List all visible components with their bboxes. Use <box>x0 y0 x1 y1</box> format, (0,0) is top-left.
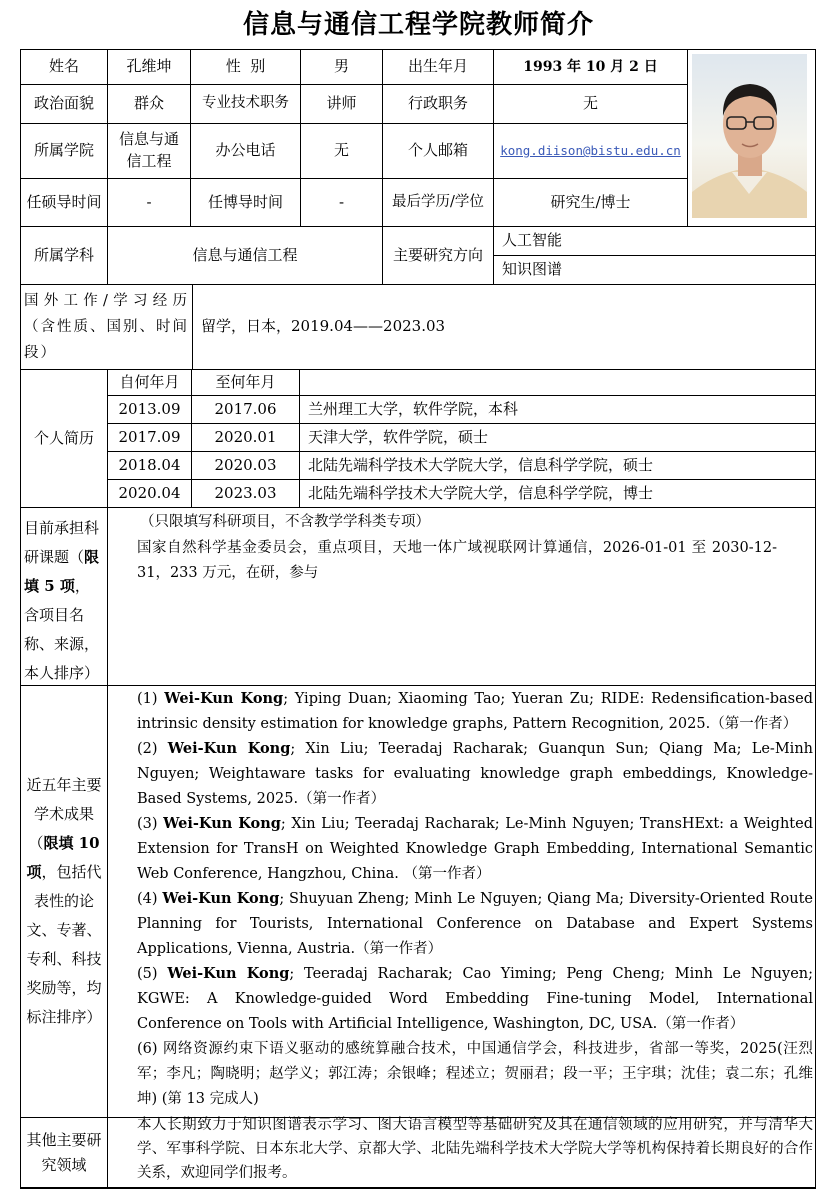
doctor-supervisor-label: 任博导时间 <box>191 179 301 227</box>
resume-desc: 兰州理工大学，软件学院，本科 <box>300 396 816 424</box>
subject-label: 所属学科 <box>21 227 108 285</box>
resume-to: 2023.03 <box>192 480 300 508</box>
email-link[interactable]: kong.diison@bistu.edu.cn <box>500 142 681 158</box>
abroad-value: 留学，日本，2019.04——2023.03 <box>193 285 816 370</box>
birth-value: 1993 年 10 月 2 日 <box>494 50 688 85</box>
page-title: 信息与通信工程学院教师简介 <box>242 10 594 40</box>
phone-label: 办公电话 <box>191 124 301 179</box>
resume-desc: 北陆先端科学技术大学院大学，信息科学学院，硕士 <box>300 452 816 480</box>
resume-to-header: 至何年月 <box>192 370 300 396</box>
projects-label-text: 目前承担科研课题（限填 5 项，含项目名称、来源，本人排序） <box>24 519 100 682</box>
admin-value: 无 <box>494 85 688 124</box>
email-value <box>494 124 688 179</box>
research-label: 主要研究方向 <box>383 227 494 285</box>
research-item: 人工智能 <box>494 227 816 256</box>
name-label: 姓名 <box>21 50 108 85</box>
master-supervisor-label: 任硕导时间 <box>21 179 108 227</box>
admin-label: 行政职务 <box>383 85 494 124</box>
achievements-label <box>21 686 108 1118</box>
achievement-item: (6) 网络资源约束下语义驱动的感统算融合技术，中国通信学会，科技进步，省部一等奖，2025(汪烈军；李凡；陶晓明；赵学义；郭江涛；余银峰；程述立；贺丽君；段一平；王宇琪；沈佳；袁二东；孔维坤) (第 13 完成人) <box>137 1041 813 1107</box>
degree-value: 研究生/博士 <box>494 179 688 227</box>
achievement-item: (5) Wei-Kun Kong; Teeradaj Racharak; Cao Yiming; Peng Cheng; Minh Le Nguyen; KGWE: A Knowledge-guided Word Embedding Fine-tuning Model, International Conference on Tools with Artificial Intelligence, Washington, DC, USA.（第一作者） <box>137 965 814 1032</box>
resume-to: 2020.03 <box>192 452 300 480</box>
resume-from: 2017.09 <box>108 424 192 452</box>
phone-value: 无 <box>301 124 383 179</box>
abroad-label <box>21 285 193 370</box>
resume-from: 2018.04 <box>108 452 192 480</box>
abroad-label-text: 国外工作/学习经历（含性质、国别、时间段） <box>24 293 189 361</box>
doctor-supervisor-value: - <box>301 179 383 227</box>
resume-from: 2013.09 <box>108 396 192 424</box>
achievement-item: (4) Wei-Kun Kong; Shuyuan Zheng; Minh Le Nguyen; Qiang Ma; Diversity-Oriented Route Planning for Tourists, International Conference on Database and Expert Systems Applications, Vienna, Austria.（第一作者） <box>137 890 814 957</box>
achievement-item: (1) Wei-Kun Kong; Yiping Duan; Xiaoming Tao; Yueran Zu; RIDE: Redensification-based intrinsic density estimation for knowledge graphs, Pattern Recognition, 2025.（第一作者） <box>137 690 813 732</box>
politics-value: 群众 <box>108 85 191 124</box>
other-value: 本人长期致力于知识图谱表示学习、图大语言模型等基础研究及其在通信领域的应用研究，并与清华大学、军事科学院、日本东北大学、京都大学、北陆先端科学技术大学院大学等机构保持着长期良好的合作关系，欢迎同学们报考。 <box>137 1117 813 1181</box>
degree-label: 最后学历/学位 <box>383 179 494 227</box>
projects-note: （只限填写科研项目，不含教学学科类专项） <box>140 514 430 530</box>
resume-label: 个人简历 <box>21 370 108 508</box>
achievement-item: (3) Wei-Kun Kong; Xin Liu; Teeradaj Racharak; Le-Minh Nguyen; TransHExt: a Weighted Extension for TransH on Weighted Knowledge Graph Embedding, International Semantic Web Conference, Hangzhou, China. （第一作者） <box>137 815 813 882</box>
subject-value: 信息与通信工程 <box>108 227 383 285</box>
achievements-label-text: 近五年主要学术成果（限填 10 项，包括代表性的论文、专著、专利、科技奖励等，均标注排序） <box>26 776 102 1026</box>
resume-desc-header <box>300 370 816 396</box>
email-label: 个人邮箱 <box>383 124 494 179</box>
name-value: 孔维坤 <box>108 50 191 85</box>
resume-from-header: 自何年月 <box>108 370 192 396</box>
gender-value: 男 <box>301 50 383 85</box>
portrait-photo <box>692 54 807 218</box>
resume-from: 2020.04 <box>108 480 192 508</box>
project-item: 国家自然科学基金委员会，重点项目，天地一体广域视联网计算通信，2026-01-01 至 2030-12-31，233 万元，在研，参与 <box>137 540 777 581</box>
college-label: 所属学院 <box>21 124 108 179</box>
resume-to: 2020.01 <box>192 424 300 452</box>
other-label <box>21 1118 108 1188</box>
birth-label: 出生年月 <box>383 50 494 85</box>
position-value: 讲师 <box>301 85 383 124</box>
other-label-text: 其他主要研究领域 <box>26 1130 102 1174</box>
position-label: 专业技术职务 <box>191 85 301 124</box>
gender-label: 性 别 <box>191 50 301 85</box>
achievement-item: (2) Wei-Kun Kong; Xin Liu; Teeradaj Racharak; Guanqun Sun; Qiang Ma; Le-Minh Nguyen; Weightaware tasks for evaluating knowledge graph embeddings, Knowledge-Based Systems, 2025.（第一作者） <box>137 740 813 807</box>
master-supervisor-value: - <box>108 179 191 227</box>
politics-label: 政治面貌 <box>21 85 108 124</box>
projects-label <box>21 508 108 686</box>
college-value: 信息与通信工程 <box>108 124 191 179</box>
resume-to: 2017.06 <box>192 396 300 424</box>
resume-desc: 北陆先端科学技术大学院大学，信息科学学院，博士 <box>300 480 816 508</box>
research-item: 知识图谱 <box>494 256 816 285</box>
resume-desc: 天津大学，软件学院，硕士 <box>300 424 816 452</box>
